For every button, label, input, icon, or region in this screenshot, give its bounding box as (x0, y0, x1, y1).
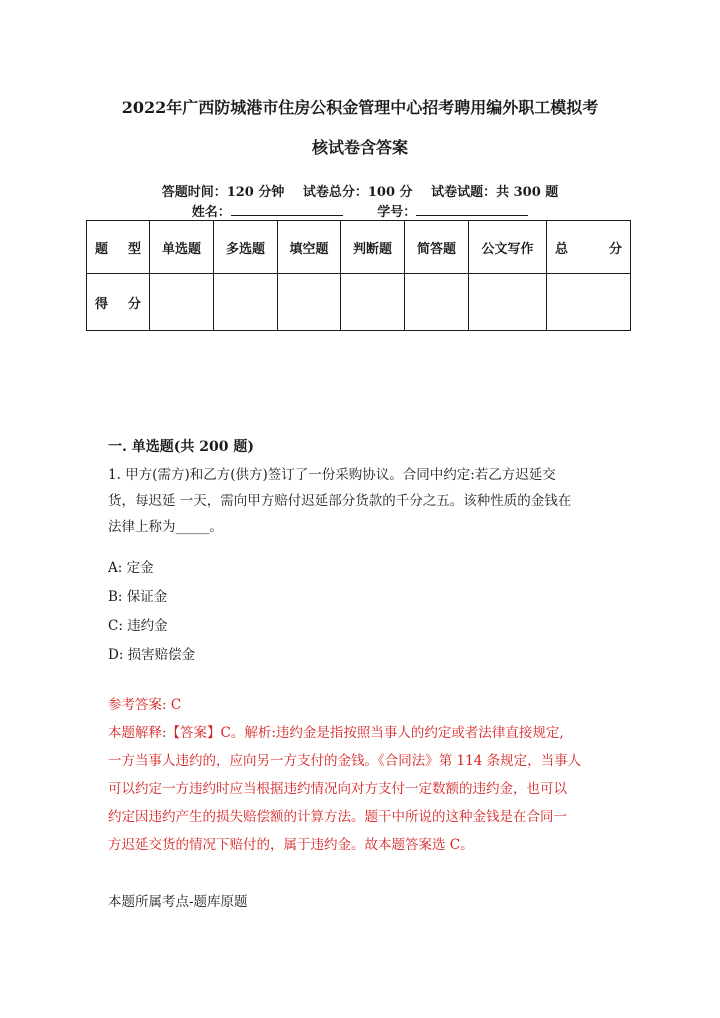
exam-meta (0, 181, 720, 200)
score-cell-short-answer[interactable] (405, 274, 469, 331)
explanation-line-2: 一方当事人违约的，应向另一方支付的金钱。《合同法》第 114 条规定，当事人 (108, 753, 582, 769)
id-label: 学号： (377, 205, 417, 220)
type-multi-choice: 多选题 (214, 221, 278, 274)
exam-total-score: 试卷总分：100 分 (302, 185, 413, 200)
explanation-line-3: 可以约定一方违约时应当根据违约情况向对方支付一定数额的违约金，也可以 (108, 781, 567, 797)
score-cell-document-writing[interactable] (469, 274, 547, 331)
score-label-char-2: 分 (127, 296, 141, 312)
option-a[interactable]: A: 定金 (108, 560, 154, 576)
exam-question-count: 试卷试题：共 300 题 (431, 185, 559, 200)
exam-title-line-1: 2022年广西防城港市住房公积金管理中心招考聘用编外职工模拟考 (121, 98, 599, 117)
type-label-cell (87, 221, 150, 274)
explanation-line-1: 本题解释:【答案】C。解析:违约金是指按照当事人的约定或者法律直接规定, (108, 725, 564, 741)
answer-explanation (108, 719, 623, 859)
total-label-cell (547, 221, 631, 274)
option-c[interactable]: C: 违约金 (108, 618, 168, 634)
score-cell-single-choice[interactable] (150, 274, 214, 331)
explanation-line-4: 约定因违约产生的损失赔偿额的计算方法。题干中所说的这种金钱是在合同一 (108, 809, 567, 825)
option-d[interactable]: D: 损害赔偿金 (108, 647, 196, 663)
name-label: 姓名： (191, 205, 231, 220)
type-single-choice: 单选题 (150, 221, 214, 274)
exam-title-line-2: 核试卷含答案 (311, 138, 408, 157)
id-blank[interactable] (416, 203, 528, 216)
question-line-2: 货，每迟延 一天，需向甲方赔付迟延部分货款的千分之五。该种性质的金钱在 (108, 493, 572, 509)
question-stem (108, 462, 628, 540)
score-cell-fill-blank[interactable] (278, 274, 341, 331)
score-label-cell (87, 274, 150, 331)
explanation-line-5: 方迟延交货的情况下赔付的，属于违约金。故本题答案选 C。 (108, 837, 474, 853)
score-cell-multi-choice[interactable] (214, 274, 278, 331)
name-blank[interactable] (231, 203, 343, 216)
exam-time: 答题时间：120 分钟 (161, 185, 285, 200)
type-document-writing: 公文写作 (469, 221, 547, 274)
score-table-header-row (87, 221, 631, 274)
type-true-false: 判断题 (341, 221, 405, 274)
section-title: 一. 单选题(共 200 题) (108, 439, 254, 455)
type-label-char-2: 型 (127, 241, 141, 257)
student-info (0, 201, 720, 220)
score-table-score-row (87, 274, 631, 331)
total-label-char-2: 分 (608, 241, 622, 257)
question-line-1: 1. 甲方(需方)和乙方(供方)签订了一份采购协议。合同中约定:若乙方迟延交 (108, 467, 556, 483)
score-cell-true-false[interactable] (341, 274, 405, 331)
type-short-answer: 简答题 (405, 221, 469, 274)
total-label-char-1: 总 (555, 241, 569, 257)
score-label-char-1: 得 (95, 296, 109, 312)
question-source: 本题所属考点-题库原题 (108, 894, 248, 910)
score-cell-total[interactable] (547, 274, 631, 331)
question-line-3: 法律上称为_____。 (108, 519, 223, 535)
type-label-char-1: 题 (95, 241, 109, 257)
reference-answer: 参考答案: C (108, 697, 182, 713)
option-b[interactable]: B: 保证金 (108, 589, 168, 605)
score-table (86, 220, 631, 331)
type-fill-blank: 填空题 (278, 221, 341, 274)
